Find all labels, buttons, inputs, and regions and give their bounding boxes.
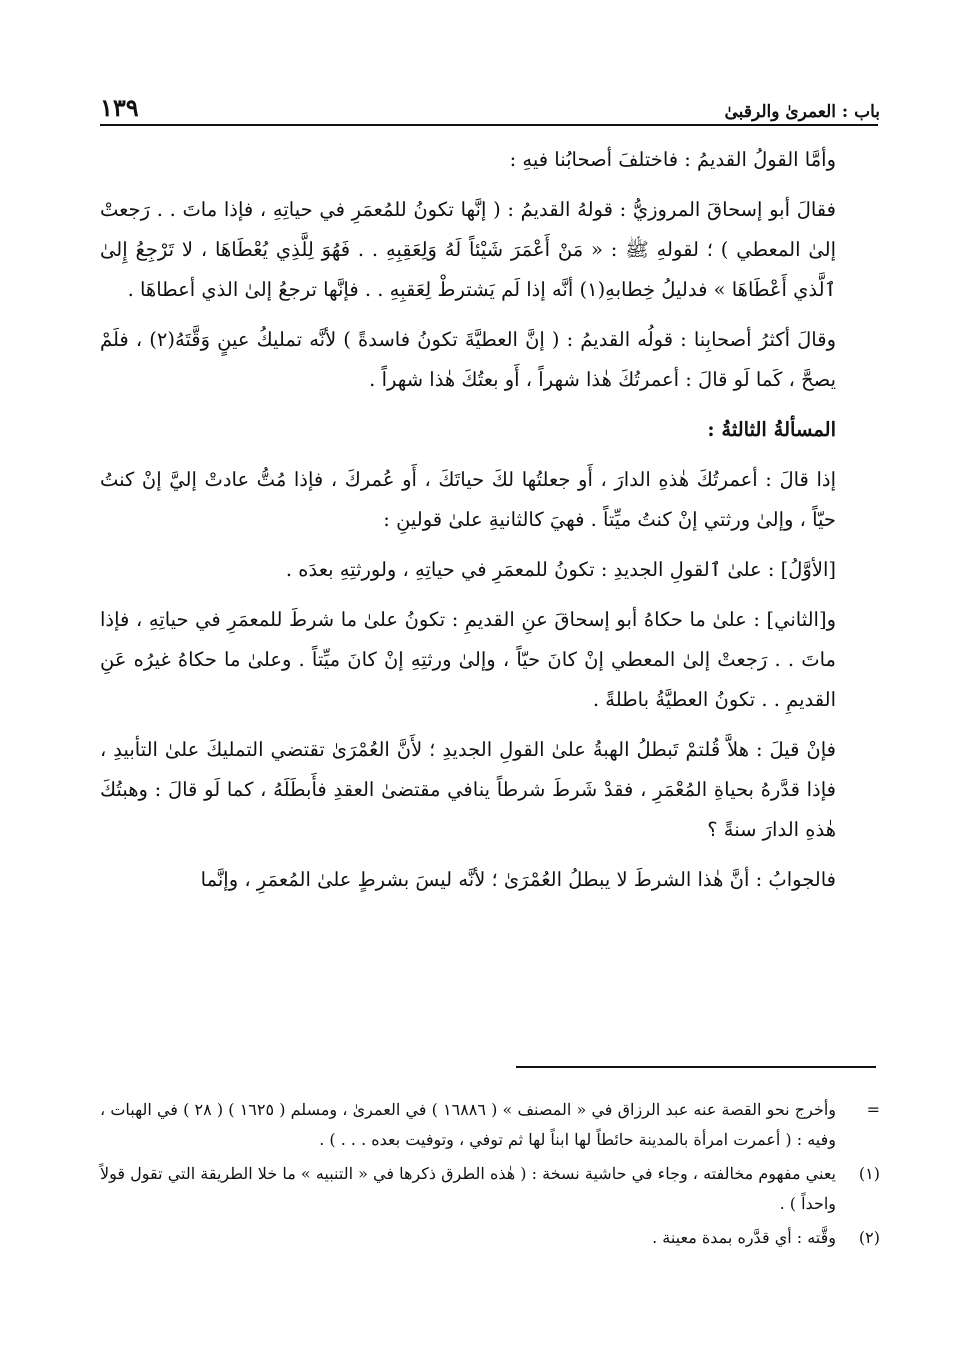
- paragraph-majority: وقالَ أكثرُ أصحابِنا : قولُه القديمُ : ( إنَّ العطيَّةَ تكونُ فاسدةً ) لأنَّه تمليكُ عينٍ وَقَّتَهُ(٢) ، فلَمْ يصحَّ ، كَما لَو قالَ : أعمرتُكَ هٰذا شهراً ، أَو بعتُكَ هٰذا شهراً .: [100, 328, 836, 391]
- footnote-item: [100, 1095, 880, 1155]
- section-heading: المسألةُ الثالثةُ :: [707, 418, 836, 441]
- footnote-text: وأخرج نحو القصة عنه عبد الرزاق في « المصنف » ( ١٦٨٨٦ ) في العمرىٰ ، ومسلم ( ١٦٢٥ ) ( ٢٨ ) في الهبات ، وفيه : ( أعمرت امرأة بالمدينة حائطاً لها ابناً لها ثم توفي ، وتوفيت بعده . . . ) .: [100, 1100, 837, 1149]
- main-text: [100, 140, 836, 910]
- footnote-text: يعني مفهوم مخالفته ، وجاء في حاشية نسخة : ( هٰذه الطرق ذكرها في « التنبيه » ما خلا الطريقة التي تقول قولاً واحداً ) .: [100, 1164, 836, 1213]
- page-number: ١٣٩: [100, 93, 139, 122]
- footnotes: [100, 1095, 880, 1257]
- paragraph-answer: فالجوابُ : أنَّ هٰذا الشرطَ لا يبطلُ العُمْرَىٰ ؛ لأنَّه ليسَ بشرطٍ علىٰ المُعمَرِ ، وإنَّما: [200, 868, 836, 891]
- footnote-mark: (٢): [858, 1228, 880, 1247]
- footnote-text: وقَّته : أي قدَّره بمدة معينة .: [652, 1228, 836, 1247]
- paragraph-case: إذا قالَ : أعمرتُكَ هٰذهِ الدارَ ، أَو جعلتُها لكَ حياتَكَ ، أَو عُمركَ ، فإذا مُتُّ عادتْ إليَّ إنْ كنتُ حيّاً ، وإلىٰ ورثتي إنْ كنتُ ميِّتاً . فهيَ كالثانيةِ علىٰ قولينِ :: [100, 468, 836, 531]
- paragraph-abu-ishaq: فقالَ أبو إسحاقَ المروزيُّ : قولهُ القديمُ : ( إنَّها تكونُ للمُعمَرِ في حياتِهِ ، فإذا ماتَ . . رَجعتْ إلىٰ المعطي ) ؛ لقولهِ ﷺ : « مَنْ أَعْمَرَ شَيْئاً لَهُ وَلِعَقِبِهِ . . فَهُوَ لِلَّذِي يُعْطَاهَا ، لا تَرْجِعُ إِلىٰ ٱلَّذي أَعْطَاهَا » فدليلُ خِطابهِ(١) أنَّه إذا لَم يَشترطْ لِعَقبِهِ . . فإنَّها ترجعُ إلىٰ الذي أعطاهَا .: [100, 198, 836, 301]
- header-rule: [100, 124, 878, 126]
- footnote-item: [100, 1159, 880, 1219]
- paragraph-old-opinion: وأمَّا القولُ القديمُ : فاختلفَ أصحابُنا فيهِ :: [509, 148, 836, 171]
- paragraph-second-opinion: و[الثاني] : علىٰ ما حكاهُ أبو إسحاقَ عنِ القديمِ : تكونُ علىٰ ما شرطَ للمعمَرِ في حياتِهِ ، فإذا ماتَ . . رَجعتْ إلىٰ المعطي إنْ كانَ حيّاً ، وإلىٰ ورثتِهِ إنْ كانَ ميِّتاً . وعلىٰ ما حكاهُ غيرُه عَنِ القديمِ . . تكونُ العطيَّةُ باطلةً .: [100, 608, 836, 711]
- footnote-mark: (١): [858, 1164, 880, 1183]
- paragraph-objection: فإنْ قيلَ : هلاَّ قُلتمْ تَبطلُ الهبةُ علىٰ القولِ الجديدِ ؛ لأَنَّ العُمْرَىٰ تقتضي التمليكَ علىٰ التأبيدِ ، فإذا قدَّرهُ بحياةِ المُعْمَرِ ، فقدْ شَرطَ شرطاً ينافي مقتضىٰ العقدِ فأَبطَلَهُ ، كما لَو قالَ : وهبتُكَ هٰذهِ الدارَ سنةً ؟: [100, 738, 836, 841]
- footnote-item: [100, 1223, 880, 1253]
- footnote-mark: =: [866, 1100, 880, 1119]
- running-title: باب : العمرىٰ والرقبىٰ: [724, 102, 880, 122]
- footnote-rule: [516, 1066, 876, 1068]
- paragraph-first-opinion: [الأوَّلُ] : علىٰ ٱلقولِ الجديدِ : تكونُ للمعمَرِ في حياتِهِ ، ولورثتِهِ بعدَه .: [285, 558, 836, 581]
- page-header: [100, 82, 880, 122]
